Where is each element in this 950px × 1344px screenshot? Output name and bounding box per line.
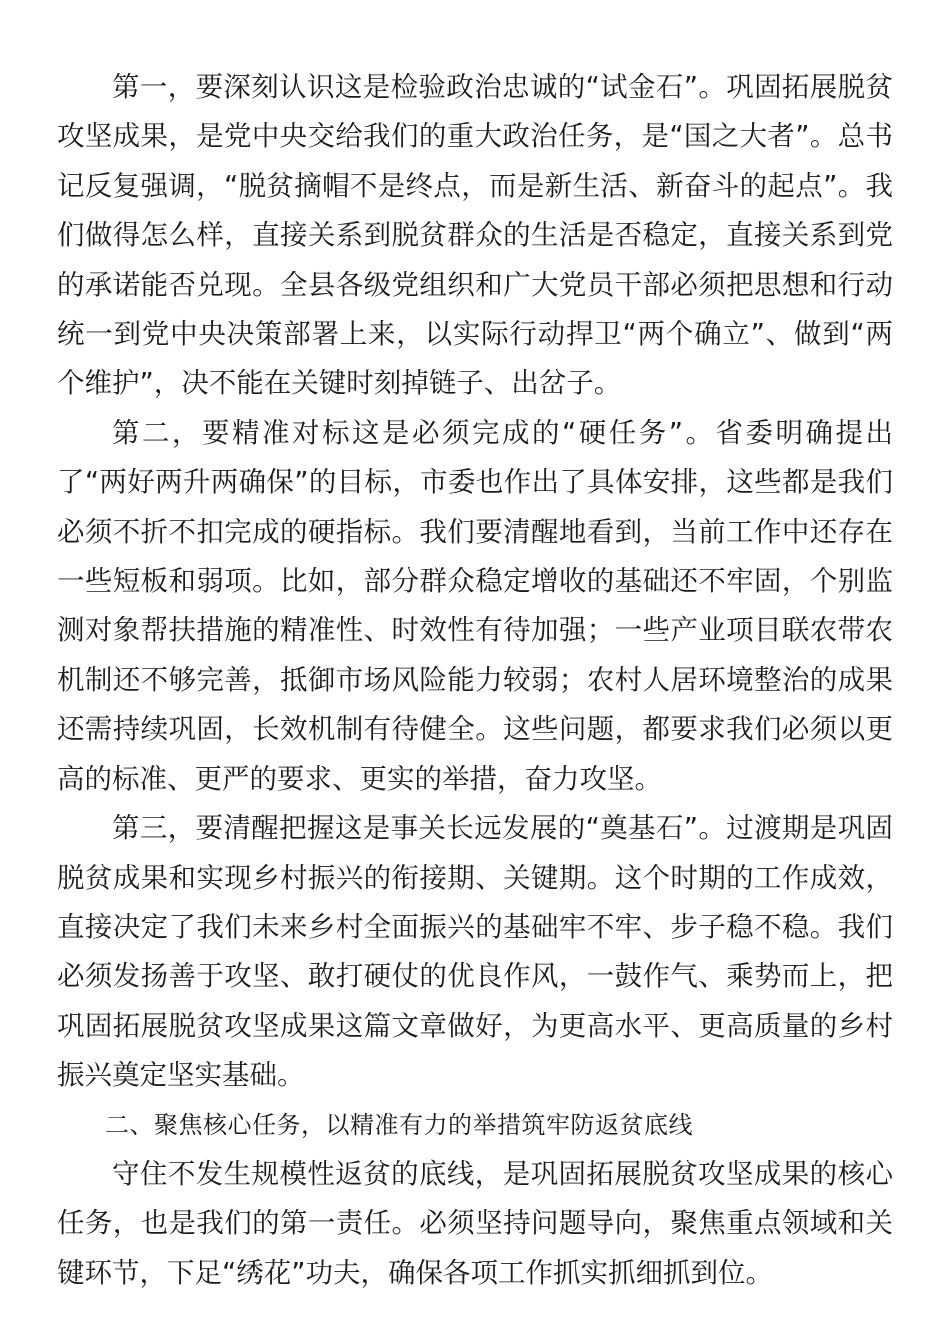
document-page [57,63,893,1298]
paragraph-third: 第三，要清醒把握这是事关长远发展的“奠基石”。过渡期是巩固脱贫成果和实现乡村振兴的衔接期、关键期。这个时期的工作成效，直接决定了我们未来乡村全面振兴的基础牢不牢、步子稳不稳。我们必须发扬善于攻坚、敢打硬仗的优良作风，一鼓作气、乘势而上，把巩固拓展脱贫攻坚成果这篇文章做好，为更高水平、更高质量的乡村振兴奠定坚实基础。 [57,812,893,1092]
paragraph-second: 第二，要精准对标这是必须完成的“硬任务”。省委明确提出了“两好两升两确保”的目标，市委也作出了具体安排，这些都是我们必须不折不扣完成的硬指标。我们要清醒地看到，当前工作中还存在一些短板和弱项。比如，部分群众稳定增收的基础还不牢固，个别监测对象帮扶措施的精准性、时效性有待加强；一些产业项目联农带农机制还不够完善，抵御市场风险能力较弱；农村人居环境整治的成果还需持续巩固，长效机制有待健全。这些问题，都要求我们必须以更高的标准、更严的要求、更实的举措，奋力攻坚。 [57,416,893,795]
paragraph-first: 第一，要深刻认识这是检验政治忠诚的“试金石”。巩固拓展脱贫攻坚成果，是党中央交给我们的重大政治任务，是“国之大者”。总书记反复强调，“脱贫摘帽不是终点，而是新生活、新奋斗的起点”。我们做得怎么样，直接关系到脱贫群众的生活是否稳定，直接关系到党的承诺能否兑现。全县各级党组织和广大党员干部必须把思想和行动统一到党中央决策部署上来，以实际行动捍卫“两个确立”、做到“两个维护”，决不能在关键时刻掉链子、出岔子。 [57,71,893,400]
section-heading: 二、聚焦核心任务，以精准有力的举措筑牢防返贫底线 [105,1110,693,1139]
paragraph-closing: 守住不发生规模性返贫的底线，是巩固拓展脱贫攻坚成果的核心任务，也是我们的第一责任。必须坚持问题导向，聚焦重点领域和关键环节，下足“绣花”功夫，确保各项工作抓实抓细抓到位。 [57,1157,893,1289]
